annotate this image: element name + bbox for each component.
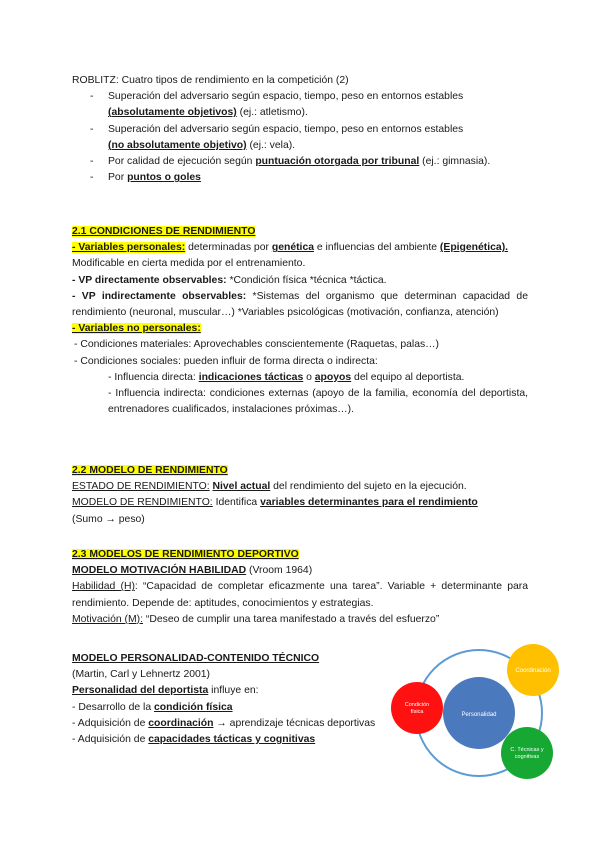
list-item: - Adquisición de capacidades tácticas y cognitivas <box>72 734 316 746</box>
list-item: - Adquisición de coordinación → aprendizaje técnicas deportivas <box>72 717 376 729</box>
personality-influence: Personalidad del deportista influye en: <box>72 685 259 697</box>
personal-variables: - Variables personales: determinadas por genética e influencias del ambiente (Epigenética). Modificable en cierta medida por el entrenamiento. <box>72 242 509 270</box>
left-label-1: Condición <box>404 702 430 708</box>
performance-model: MODELO DE RENDIMIENTO: Identifica variables determinantes para el rendimiento <box>72 497 478 509</box>
roblitz-section <box>72 73 528 186</box>
indirect-influence: - Influencia indirecta: condiciones externas (apoyo de la familia, economía del deportista, entrenadores cualificados, instalaciones próximas…). <box>108 388 528 416</box>
center-label: Personalidad <box>461 712 497 718</box>
direct-influence: - Influencia directa: indicaciones tácticas o apoyos del equipo al deportista. <box>108 371 465 383</box>
vp-direct: - VP directamente observables: *Condición física *técnica *táctica. <box>72 274 387 286</box>
ability-definition: Habilidad (H): “Capacidad de completar eficazmente una tarea”. Variable + determinante para rendimiento. Depende de: aptitudes, conocimientos y estrategias. <box>72 581 529 609</box>
section-title: 2.1 CONDICIONES DE RENDIMIENTO <box>72 226 256 237</box>
motivation-definition: Motivación (M): “Deseo de cumplir una tarea manifestado a través del esfuerzo” <box>72 613 440 625</box>
bottom-circle <box>501 727 553 779</box>
personality-model-section <box>72 651 402 748</box>
top-label: Coordinación <box>515 668 551 674</box>
personality-model-title: MODELO PERSONALIDAD-CONTENIDO TÉCNICO <box>72 653 320 664</box>
conditions-section <box>72 224 528 418</box>
motivation-ability-model: MODELO MOTIVACIÓN HABILIDAD (Vroom 1964) <box>72 565 313 577</box>
material-conditions: - Condiciones materiales: Aprovechables conscientemente (Raquetas, palas…) <box>74 339 440 351</box>
performance-model-example: (Sumo → peso) <box>72 513 145 525</box>
vp-indirect: - VP indirectamente observables: *Sistemas del organismo que determinan capacidad de rendimiento (neuronal, muscular…) *Variables psicológicas (motivación, confianza, atención) <box>72 290 528 319</box>
left-circle <box>391 682 443 734</box>
roblitz-intro: ROBLITZ: Cuatro tipos de rendimiento en la competición (2) <box>72 75 349 86</box>
list-item: - Por calidad de ejecución según puntuación otorgada por tribunal (ej.: gimnasia). <box>90 156 491 168</box>
bottom-label-1: C. Técnicas y <box>510 747 544 753</box>
model-section <box>72 463 528 528</box>
section-title: 2.3 MODELOS DE RENDIMIENTO DEPORTIVO <box>72 549 299 560</box>
non-personal-variables: - Variables no personales: <box>72 323 201 335</box>
performance-state: ESTADO DE RENDIMIENTO: Nivel actual del rendimiento del sujeto en la ejecución. <box>72 481 467 493</box>
personality-model-ref: (Martin, Carl y Lehnertz 2001) <box>72 669 211 681</box>
personality-diagram <box>390 640 570 790</box>
social-conditions: - Condiciones sociales: pueden influir de forma directa o indirecta: <box>74 355 378 367</box>
list-item: - Por puntos o goles <box>90 172 201 184</box>
bottom-label-2: cognitivas <box>514 754 540 760</box>
left-label-2: física <box>410 709 424 715</box>
list-item: - Superación del adversario según espacio, tiempo, peso en entornos estables (absolutamente objetivos) (ej.: atletismo). <box>90 91 464 119</box>
section-title: 2.2 MODELO DE RENDIMIENTO <box>72 465 228 476</box>
list-item: - Desarrollo de la condición física <box>72 701 233 713</box>
list-item: - Superación del adversario según espacio, tiempo, peso en entornos estables (no absolutamente objetivo) (ej.: vela). <box>90 123 464 151</box>
sport-models-section <box>72 547 528 628</box>
roblitz-list <box>72 89 528 186</box>
